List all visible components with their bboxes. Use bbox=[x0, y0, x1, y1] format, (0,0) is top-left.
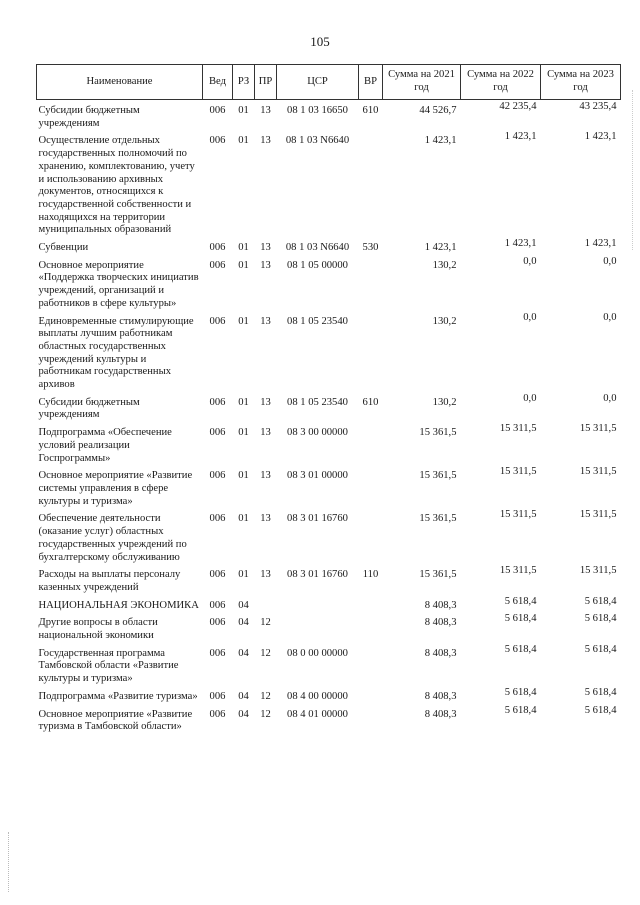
page-number: 105 bbox=[310, 34, 330, 49]
header-csr: ЦСР bbox=[277, 65, 359, 100]
table-row bbox=[37, 237, 621, 255]
row-sum-2023 bbox=[541, 643, 621, 686]
header-sum-2022: Сумма на 2022 год bbox=[461, 65, 541, 100]
row-ved: 006 bbox=[209, 708, 226, 720]
row-pr: 13 bbox=[260, 315, 271, 327]
row-sum-2022 bbox=[461, 643, 541, 686]
row-vr bbox=[359, 465, 383, 508]
header-sum-2021: Сумма на 2021 год bbox=[383, 65, 461, 100]
row-ved: 006 bbox=[209, 105, 226, 116]
row-sum-2023-value: 43 235,4 bbox=[579, 101, 617, 112]
table-row bbox=[37, 130, 621, 237]
row-vr: 610 bbox=[362, 105, 379, 116]
table-header bbox=[37, 65, 621, 100]
table-row bbox=[37, 100, 621, 131]
row-name: Субвенции bbox=[38, 242, 89, 254]
row-ved: 006 bbox=[209, 135, 226, 147]
row-rz: 01 bbox=[238, 396, 249, 408]
row-vr: 530 bbox=[362, 242, 379, 254]
row-sum-2021: 8 408,3 bbox=[424, 599, 457, 611]
row-csr: 08 1 05 23540 bbox=[287, 315, 348, 327]
row-rz: 01 bbox=[238, 105, 249, 116]
header-name: Наименование bbox=[37, 65, 203, 100]
row-name: Основное мероприятие «Развитие туризма в Тамбовской области» bbox=[38, 708, 193, 733]
table-row bbox=[37, 612, 621, 642]
header-vr: ВР bbox=[359, 65, 383, 100]
row-name: Государственная программа Тамбовской области «Развитие культуры и туризма» bbox=[38, 647, 179, 685]
row-sum-2022 bbox=[461, 704, 541, 734]
row-sum-2021: 130,2 bbox=[432, 396, 457, 408]
row-sum-2023-value: 5 618,4 bbox=[584, 595, 617, 607]
row-ved: 006 bbox=[209, 427, 226, 439]
row-csr bbox=[277, 612, 359, 642]
row-sum-2022 bbox=[461, 595, 541, 613]
row-pr: 12 bbox=[260, 617, 271, 629]
row-rz: 01 bbox=[238, 242, 249, 254]
row-sum-2022-value: 15 311,5 bbox=[499, 565, 537, 577]
row-sum-2023 bbox=[541, 564, 621, 594]
row-csr: 08 3 01 16760 bbox=[287, 569, 348, 581]
row-sum-2022 bbox=[461, 130, 541, 237]
row-rz: 04 bbox=[238, 690, 249, 702]
row-sum-2021: 1 423,1 bbox=[424, 242, 457, 254]
row-pr: 13 bbox=[260, 513, 271, 525]
row-name: Обеспечение деятельности (оказание услуг) областных государственных учреждений по бухгалтерскому обслуживанию bbox=[38, 513, 187, 563]
row-vr bbox=[359, 422, 383, 465]
row-sum-2022-value: 0,0 bbox=[523, 311, 537, 323]
row-rz: 01 bbox=[238, 315, 249, 327]
row-sum-2023 bbox=[541, 704, 621, 734]
row-sum-2022 bbox=[461, 237, 541, 255]
row-csr: 08 4 01 00000 bbox=[287, 708, 348, 720]
row-sum-2023-value: 5 618,4 bbox=[584, 613, 617, 625]
row-sum-2022 bbox=[461, 422, 541, 465]
row-vr: 610 bbox=[362, 396, 379, 408]
row-pr: 12 bbox=[260, 647, 271, 659]
table-row bbox=[37, 564, 621, 594]
row-sum-2022-value: 1 423,1 bbox=[504, 238, 537, 250]
budget-table bbox=[36, 64, 621, 734]
row-csr: 08 1 05 00000 bbox=[287, 259, 348, 271]
row-sum-2022 bbox=[461, 392, 541, 422]
row-sum-2023 bbox=[541, 237, 621, 255]
row-name: Подпрограмма «Развитие туризма» bbox=[38, 690, 198, 702]
header-rz: РЗ bbox=[233, 65, 255, 100]
row-sum-2023 bbox=[541, 422, 621, 465]
row-sum-2022 bbox=[461, 564, 541, 594]
row-vr bbox=[359, 255, 383, 311]
table-row bbox=[37, 643, 621, 686]
row-pr: 13 bbox=[260, 135, 271, 147]
row-rz: 04 bbox=[238, 647, 249, 659]
row-sum-2022-value: 5 618,4 bbox=[504, 704, 537, 716]
row-sum-2021: 15 361,5 bbox=[419, 470, 457, 482]
row-sum-2021: 1 423,1 bbox=[424, 135, 457, 147]
row-sum-2022-value: 15 311,5 bbox=[499, 466, 537, 478]
row-ved: 006 bbox=[209, 599, 226, 611]
row-ved: 006 bbox=[209, 315, 226, 327]
row-vr bbox=[359, 311, 383, 392]
row-sum-2021: 8 408,3 bbox=[424, 647, 457, 659]
row-sum-2022-value: 15 311,5 bbox=[499, 423, 537, 435]
row-vr bbox=[359, 704, 383, 734]
row-sum-2023 bbox=[541, 255, 621, 311]
row-name: Подпрограмма «Обеспечение условий реализации Госпрограммы» bbox=[38, 427, 172, 464]
row-sum-2023 bbox=[541, 311, 621, 392]
row-rz: 01 bbox=[238, 470, 249, 482]
row-rz: 01 bbox=[238, 135, 249, 147]
row-sum-2021: 130,2 bbox=[432, 259, 457, 271]
row-ved: 006 bbox=[209, 647, 226, 659]
row-name: Основное мероприятие «Развитие системы управления в сфере культуры и туризма» bbox=[38, 470, 193, 507]
row-name: Расходы на выплаты персоналу казенных учреждений bbox=[38, 569, 181, 593]
row-pr: 13 bbox=[260, 242, 271, 254]
row-pr: 13 bbox=[260, 569, 271, 581]
row-csr: 08 1 03 16650 bbox=[287, 105, 348, 116]
row-ved: 006 bbox=[209, 470, 226, 482]
row-sum-2021: 8 408,3 bbox=[424, 690, 457, 702]
row-name: Единовременные стимулирующие выплаты лучшим работникам областных государственных учреждений культуры и работникам государственных архивов bbox=[38, 315, 194, 391]
row-pr: 13 bbox=[260, 259, 271, 271]
row-sum-2023 bbox=[541, 392, 621, 422]
table-row bbox=[37, 686, 621, 704]
row-rz: 04 bbox=[238, 708, 249, 720]
row-csr: 08 0 00 00000 bbox=[287, 647, 348, 659]
row-rz: 04 bbox=[238, 599, 249, 611]
row-sum-2023 bbox=[541, 508, 621, 564]
row-sum-2022-value: 0,0 bbox=[523, 392, 537, 404]
row-sum-2023 bbox=[541, 465, 621, 508]
row-sum-2021: 15 361,5 bbox=[419, 427, 457, 439]
row-csr bbox=[277, 595, 359, 613]
row-sum-2023-value: 5 618,4 bbox=[584, 686, 617, 698]
row-sum-2022 bbox=[461, 508, 541, 564]
row-ved: 006 bbox=[209, 617, 226, 629]
row-sum-2021: 8 408,3 bbox=[424, 708, 457, 720]
row-sum-2022-value: 5 618,4 bbox=[504, 613, 537, 625]
row-vr bbox=[359, 595, 383, 613]
table-row bbox=[37, 422, 621, 465]
row-vr bbox=[359, 612, 383, 642]
row-pr bbox=[255, 595, 277, 613]
table-row bbox=[37, 465, 621, 508]
row-vr bbox=[359, 508, 383, 564]
row-name: НАЦИОНАЛЬНАЯ ЭКОНОМИКА bbox=[38, 599, 199, 611]
row-csr: 08 3 00 00000 bbox=[287, 427, 348, 439]
row-sum-2023-value: 5 618,4 bbox=[584, 643, 617, 655]
row-rz: 01 bbox=[238, 259, 249, 271]
row-csr: 08 3 01 16760 bbox=[287, 513, 348, 525]
row-sum-2022-value: 5 618,4 bbox=[504, 643, 537, 655]
row-sum-2022-value: 5 618,4 bbox=[504, 686, 537, 698]
row-pr: 12 bbox=[260, 708, 271, 720]
row-csr: 08 1 05 23540 bbox=[287, 396, 348, 408]
row-sum-2023-value: 15 311,5 bbox=[579, 466, 617, 478]
row-sum-2021: 130,2 bbox=[432, 315, 457, 327]
row-sum-2022-value: 0,0 bbox=[523, 255, 537, 267]
row-vr bbox=[359, 686, 383, 704]
table-row bbox=[37, 595, 621, 613]
row-sum-2022-value: 5 618,4 bbox=[504, 595, 537, 607]
row-vr bbox=[359, 130, 383, 237]
row-sum-2022 bbox=[461, 311, 541, 392]
table-row bbox=[37, 311, 621, 392]
row-ved: 006 bbox=[209, 396, 226, 408]
row-sum-2021: 8 408,3 bbox=[424, 617, 457, 629]
row-sum-2021: 15 361,5 bbox=[419, 513, 457, 525]
row-sum-2023 bbox=[541, 100, 621, 131]
row-sum-2023 bbox=[541, 595, 621, 613]
header-sum-2023: Сумма на 2023 год bbox=[541, 65, 621, 100]
row-name: Субсидии бюджетным учреждениям bbox=[38, 396, 140, 421]
row-pr: 13 bbox=[260, 427, 271, 439]
row-sum-2022 bbox=[461, 612, 541, 642]
row-pr: 12 bbox=[260, 690, 271, 702]
row-pr: 13 bbox=[260, 470, 271, 482]
row-name: Субсидии бюджетным учреждениям bbox=[38, 105, 140, 129]
row-csr: 08 3 01 00000 bbox=[287, 470, 348, 482]
row-name: Основное мероприятие «Поддержка творческих инициатив учреждений, организаций и работников в сфере культуры» bbox=[38, 259, 199, 309]
header-pr: ПР bbox=[255, 65, 277, 100]
row-ved: 006 bbox=[209, 569, 226, 581]
table-row bbox=[37, 255, 621, 311]
row-sum-2023-value: 15 311,5 bbox=[579, 509, 617, 521]
table-row bbox=[37, 704, 621, 734]
row-vr bbox=[359, 643, 383, 686]
row-sum-2023-value: 1 423,1 bbox=[584, 238, 617, 250]
row-sum-2021: 15 361,5 bbox=[419, 569, 457, 581]
row-ved: 006 bbox=[209, 242, 226, 254]
row-rz: 01 bbox=[238, 427, 249, 439]
row-sum-2021: 44 526,7 bbox=[419, 105, 457, 116]
row-sum-2023 bbox=[541, 686, 621, 704]
row-sum-2022 bbox=[461, 100, 541, 131]
row-sum-2022-value: 1 423,1 bbox=[504, 131, 537, 143]
table-body bbox=[37, 100, 621, 734]
row-sum-2023 bbox=[541, 130, 621, 237]
row-pr: 13 bbox=[260, 105, 271, 116]
row-name: Осуществление отдельных государственных полномочий по хранению, комплектованию, учету и использованию архивных документов, относящихся к государственной собственности и находящихся на территории муниципальных образований bbox=[38, 135, 195, 236]
row-pr: 13 bbox=[260, 396, 271, 408]
row-sum-2022-value: 42 235,4 bbox=[499, 101, 537, 112]
row-sum-2023-value: 5 618,4 bbox=[584, 704, 617, 716]
header-ved: Вед bbox=[203, 65, 233, 100]
scan-edge-mark bbox=[8, 832, 10, 892]
row-sum-2023-value: 0,0 bbox=[603, 255, 617, 267]
scan-edge-mark-right bbox=[632, 90, 634, 250]
row-sum-2022-value: 15 311,5 bbox=[499, 509, 537, 521]
table-row bbox=[37, 508, 621, 564]
row-csr: 08 1 03 N6640 bbox=[285, 242, 350, 254]
row-ved: 006 bbox=[209, 259, 226, 271]
row-sum-2023-value: 15 311,5 bbox=[579, 423, 617, 435]
row-sum-2022 bbox=[461, 255, 541, 311]
row-rz: 01 bbox=[238, 513, 249, 525]
row-name: Другие вопросы в области национальной экономики bbox=[38, 617, 158, 642]
row-rz: 04 bbox=[238, 617, 249, 629]
row-sum-2023-value: 15 311,5 bbox=[579, 565, 617, 577]
row-ved: 006 bbox=[209, 513, 226, 525]
row-sum-2023-value: 1 423,1 bbox=[584, 131, 617, 143]
row-sum-2022 bbox=[461, 686, 541, 704]
row-sum-2023-value: 0,0 bbox=[603, 311, 617, 323]
row-vr: 110 bbox=[362, 569, 379, 581]
row-ved: 006 bbox=[209, 690, 226, 702]
row-csr: 08 1 03 N6640 bbox=[285, 135, 350, 147]
row-csr: 08 4 00 00000 bbox=[287, 690, 348, 702]
row-sum-2023-value: 0,0 bbox=[603, 392, 617, 404]
row-sum-2022 bbox=[461, 465, 541, 508]
table-row bbox=[37, 392, 621, 422]
row-sum-2023 bbox=[541, 612, 621, 642]
budget-table-container bbox=[36, 64, 620, 734]
row-rz: 01 bbox=[238, 569, 249, 581]
